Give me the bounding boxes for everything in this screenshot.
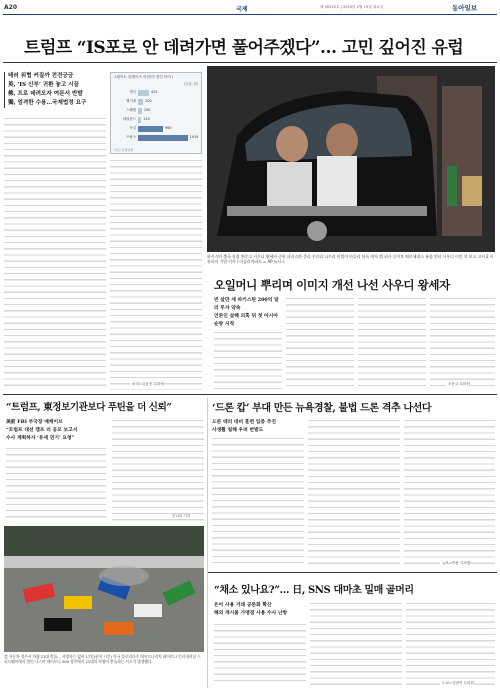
chart-bar — [138, 90, 149, 96]
chart-unit: (단위: 명) — [184, 82, 198, 86]
saudi-sub-2: 언론인 살해 의혹 뒤 첫 아시아 순방 시작 — [214, 313, 278, 327]
chart-bar — [138, 126, 163, 132]
center-article-body — [110, 158, 202, 390]
saudi-article-body-2 — [286, 296, 354, 390]
car-illustration — [207, 66, 495, 252]
byline-e: 도쿄=김범석 특파원 — [442, 681, 474, 685]
byline-a: 파리=김윤종 특파원 — [132, 382, 164, 386]
sns-headline: “채소 있나요?”… 日, SNS 대마초 밀매 골머리 — [214, 585, 414, 596]
sns-body-2 — [310, 601, 402, 686]
chart-value-label: 150 — [143, 108, 151, 112]
chart-category-label: 독일 — [129, 126, 136, 130]
trump-fbi-subheads — [6, 418, 106, 442]
chart-category-label: 프랑스 — [126, 135, 136, 139]
sns-body-1 — [214, 622, 306, 686]
left-subheads — [4, 72, 104, 108]
drone-body-2 — [308, 418, 400, 566]
chart-source: 자료: 유럽연합 — [114, 148, 134, 152]
chart-category-label: 네덜란드 — [122, 117, 136, 121]
sns-sub-1: 은어 사용 거래 공론화 확산 — [214, 602, 272, 608]
byline-c: 신나리 기자 — [172, 514, 191, 518]
crash-illustration — [4, 526, 204, 652]
drone-body-3 — [404, 418, 495, 566]
saudi-article-body-4 — [430, 296, 495, 390]
section-rule-2 — [208, 572, 497, 573]
chart-plot — [114, 89, 200, 147]
chart-category-label: 영국 — [129, 90, 136, 94]
saudi-article-body-3 — [358, 296, 426, 390]
sns-body-3 — [406, 601, 495, 686]
photo-caption-text: 하키스탄 출국 직접 李문고 사우디 왕세자 중원 파키스탄 총리 우르리 나프리 이빌이 아들리 단독 여자 앨 피사 루이트 메르세데스 유럽 인터 사우디 이인 석 보고 고시 2 시 통과의 기업 이사 / 이슬라마바드 = AP 뉴시스 — [207, 254, 494, 265]
trump-fbi-body-1 — [6, 446, 106, 522]
saudi-subheads — [214, 296, 282, 328]
headline-rule — [3, 62, 497, 63]
saudi-prince-photo — [207, 66, 495, 252]
left-article-body — [4, 116, 106, 390]
trump-fbi-sub-2: “트럼프 대선 캠프 러 공모 보고서 — [6, 427, 78, 433]
saudi-sub-1: 빈 살만 세 파키스탄 200억 달러 투자 약속 — [214, 297, 279, 311]
left-sub-2: 英, ‘IS 신부’ 귀환 놓고 시끌 — [8, 82, 80, 88]
nascar-crash-photo — [4, 526, 204, 652]
chart-bar — [138, 99, 143, 105]
left-sub-4: 獨, 엄격한 수용…국제법정 요구 — [8, 100, 87, 106]
byline-b: 조동주 특파원 — [448, 382, 470, 386]
column-divider — [207, 398, 208, 688]
newspaper-logo: 동아일보 — [452, 4, 478, 12]
drone-sub-2: 사생활 침해 우려 반발도 — [212, 427, 264, 433]
sns-subheads — [214, 601, 306, 617]
saudi-article-body — [214, 330, 282, 390]
chart-value-label: 200 — [145, 99, 152, 103]
trump-fbi-sub-3: 수사 계획하자 ‘유세 연기’ 요청” — [6, 435, 75, 441]
section-label: 국제 — [236, 6, 248, 13]
page-number: A20 — [4, 4, 17, 11]
isis-fighters-chart — [110, 72, 202, 154]
photo-caption — [207, 254, 495, 276]
chart-value-label: 125 — [143, 117, 150, 121]
drone-body-1 — [212, 436, 304, 566]
bottom-caption-text: 美 자동차 경주서 차량 21대 충돌… 사망자는 없어 17일(현지 시간) 미국 플로리다주 데이토나비치 데이토나 인터내셔널 스피드웨이에서 열린 나스카 데이토나 500 경주에서 21대의 차량이 충돌하는 사고가 발생했다. — [4, 654, 201, 665]
sns-sub-2: 해외 게시물 가맹점 사용 수사 난항 — [214, 610, 288, 616]
bottom-photo-caption — [4, 654, 204, 688]
drone-headline: ‘드론 캅’ 부대 만든 뉴욕경찰, 불법 드론 격추 나선다 — [212, 403, 432, 414]
issue-date: 제 30325호 | 2019년 2월 19일 화요일 — [320, 5, 384, 9]
header-rule — [3, 14, 497, 15]
chart-bar — [138, 108, 142, 114]
chart-category-label: 벨기에 — [126, 99, 136, 103]
chart-category-label: 스웨덴 — [126, 108, 136, 112]
saudi-headline: 오일머니 뿌리며 이미지 개선 나선 사우디 왕세자 — [214, 278, 450, 292]
chart-bar — [138, 135, 188, 141]
drone-subheads — [212, 418, 304, 434]
trump-fbi-sub-1: 美前 FBI 부국장 매케이브 — [6, 419, 63, 425]
chart-title: 그레이트 블레이즈 이전/이 전인 아이 / — [113, 75, 174, 79]
chart-bar — [138, 117, 141, 123]
trump-fbi-body-2 — [112, 418, 204, 522]
main-headline: 트럼프 “IS포로 안 데려가면 풀어주겠다”… 고민 깊어진 유럽 — [24, 38, 464, 58]
chart-value-label: 425 — [151, 90, 158, 94]
trump-fbi-headline: “트럼프, 東정보기관보다 푸틴을 더 신뢰” — [6, 402, 172, 413]
section-rule-1 — [3, 394, 497, 395]
byline-d: 뉴욕=박용 특파원 — [442, 561, 471, 565]
left-sub-1: 테러 위협 커질까 전전긍긍 — [8, 73, 74, 79]
left-sub-3: 佛, 프로 데려오자 여론서 반발 — [8, 91, 83, 97]
chart-value-label: 960 — [164, 126, 172, 130]
drone-sub-1: 드론 테러 대비 훈련 입증 추진 — [212, 419, 276, 425]
chart-value-label: 1910 — [189, 135, 199, 139]
